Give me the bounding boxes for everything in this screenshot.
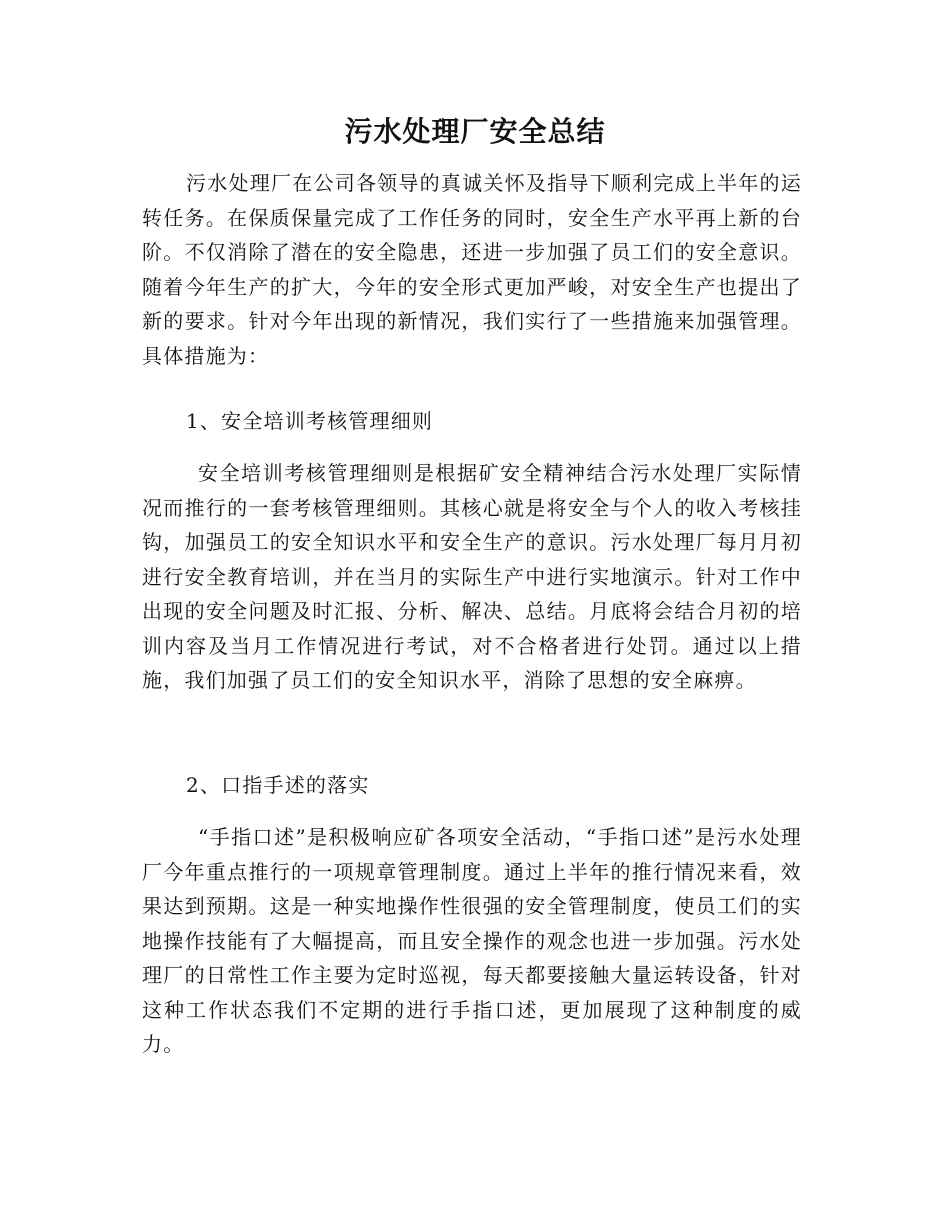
section-2-body: “手指口述”是积极响应矿各项安全活动，“手指口述”是污水处理厂今年重点推行的一项规章管理制度。通过上半年的推行情况来看，效果达到预期。这是一种实地操作性很强的安全管理制度，使员工们的实地操作技能有了大幅提高，而且安全操作的观念也进一步加强。污水处理厂的日常性工作主要为定时巡视，每天都要接触大量运转设备，针对这种工作状态我们不定期的进行手指口述，更加展现了这种制度的威力。 [142, 825, 802, 1056]
section-1-body: 安全培训考核管理细则是根据矿安全精神结合污水处理厂实际情况而推行的一套考核管理细则。其核心就是将安全与个人的收入考核挂钩，加强员工的安全知识水平和安全生产的意识。污水处理厂每月月初进行安全教育培训，并在当月的实际生产中进行实地演示。针对工作中出现的安全问题及时汇报、分析、解决、总结。月底将会结合月初的培训内容及当月工作情况进行考试，对不合格者进行处罚。通过以上措施，我们加强了员工们的安全知识水平，消除了思想的安全麻痹。 [142, 461, 802, 692]
section-1-heading: 1、安全培训考核管理细则 [186, 409, 434, 433]
document-title: 污水处理厂安全总结 [344, 115, 606, 148]
intro-paragraph: 污水处理厂在公司各领导的真诚关怀及指导下顺利完成上半年的运转任务。在保质保量完成了工作任务的同时，安全生产水平再上新的台阶。不仅消除了潜在的安全隐患，还进一步加强了员工们的安全意识。随着今年生产的扩大，今年的安全形式更加严峻，对安全生产也提出了新的要求。针对今年出现的新情况，我们实行了一些措施来加强管理。具体措施为： [142, 171, 802, 368]
section-2-heading: 2、口指手述的落实 [186, 773, 370, 797]
